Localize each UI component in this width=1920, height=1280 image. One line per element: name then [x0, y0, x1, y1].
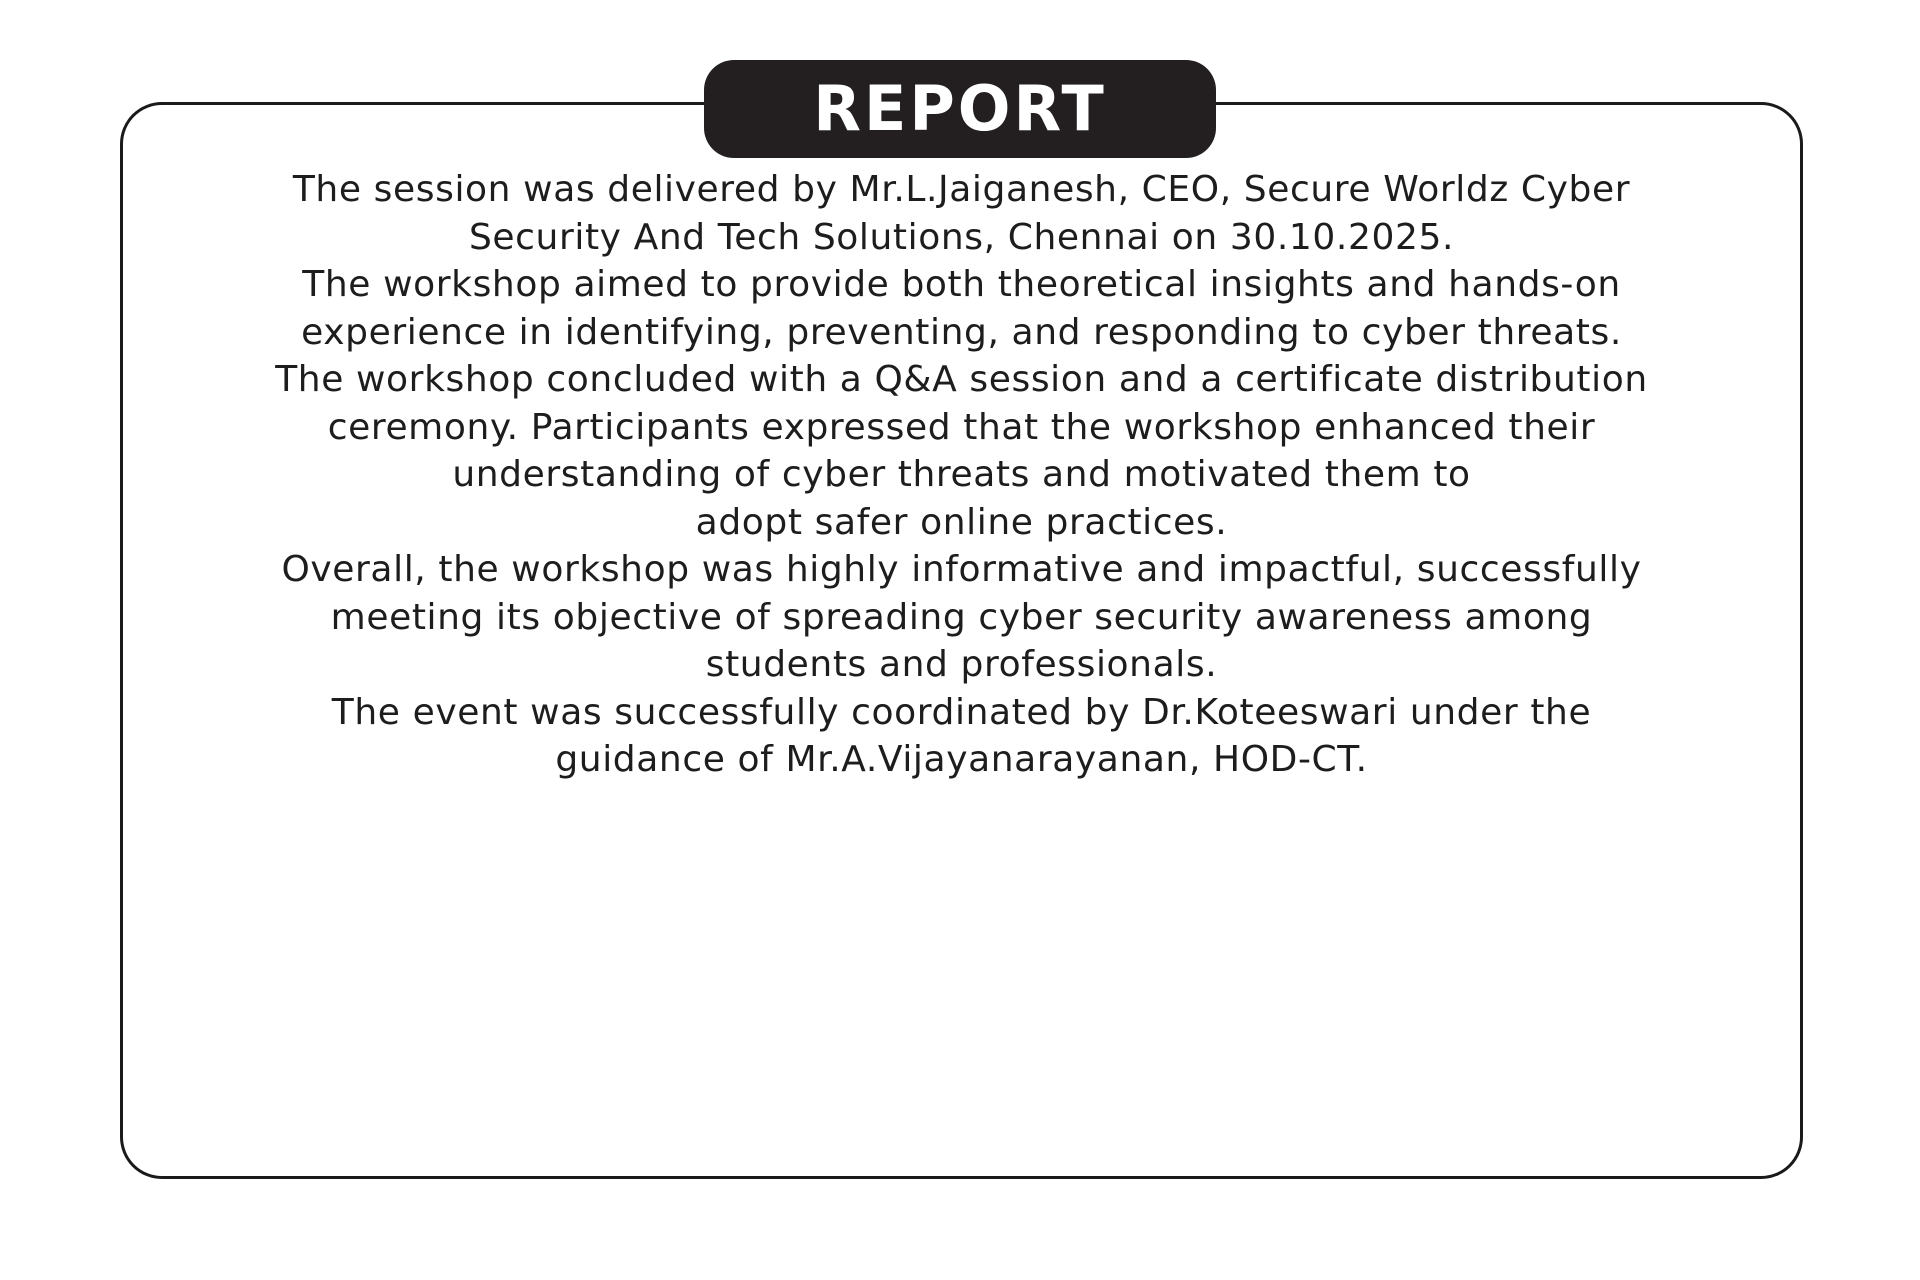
report-text-line: understanding of cyber threats and motivated them to [452, 454, 1471, 495]
report-text-line: The session was delivered by Mr.L.Jaiganesh, CEO, Secure Worldz Cyber [292, 169, 1631, 210]
report-body [150, 166, 1773, 784]
report-badge [704, 60, 1216, 158]
report-text-line: Security And Tech Solutions, Chennai on 30.10.2025. [468, 216, 1455, 258]
report-text-line: guidance of Mr.A.Vijayanarayanan, HOD-CT. [555, 739, 1368, 780]
report-text-line: The event was successfully coordinated by Dr.Koteeswari under the [331, 691, 1592, 733]
report-text-line: meeting its objective of spreading cyber security awareness among [330, 596, 1593, 638]
report-text-line: experience in identifying, preventing, and responding to cyber threats. [301, 311, 1622, 353]
report-text-line: students and professionals. [705, 644, 1218, 685]
report-text-line: adopt safer online practices. [695, 501, 1228, 543]
report-text-line: The workshop aimed to provide both theoretical insights and hands-on [302, 264, 1621, 305]
report-text-line: The workshop concluded with a Q&A session and a certificate distribution [275, 359, 1648, 400]
report-text-line: Overall, the workshop was highly informative and impactful, successfully [281, 549, 1642, 590]
report-badge-label: REPORT [813, 72, 1107, 145]
report-text-line: ceremony. Participants expressed that the workshop enhanced their [327, 406, 1596, 448]
